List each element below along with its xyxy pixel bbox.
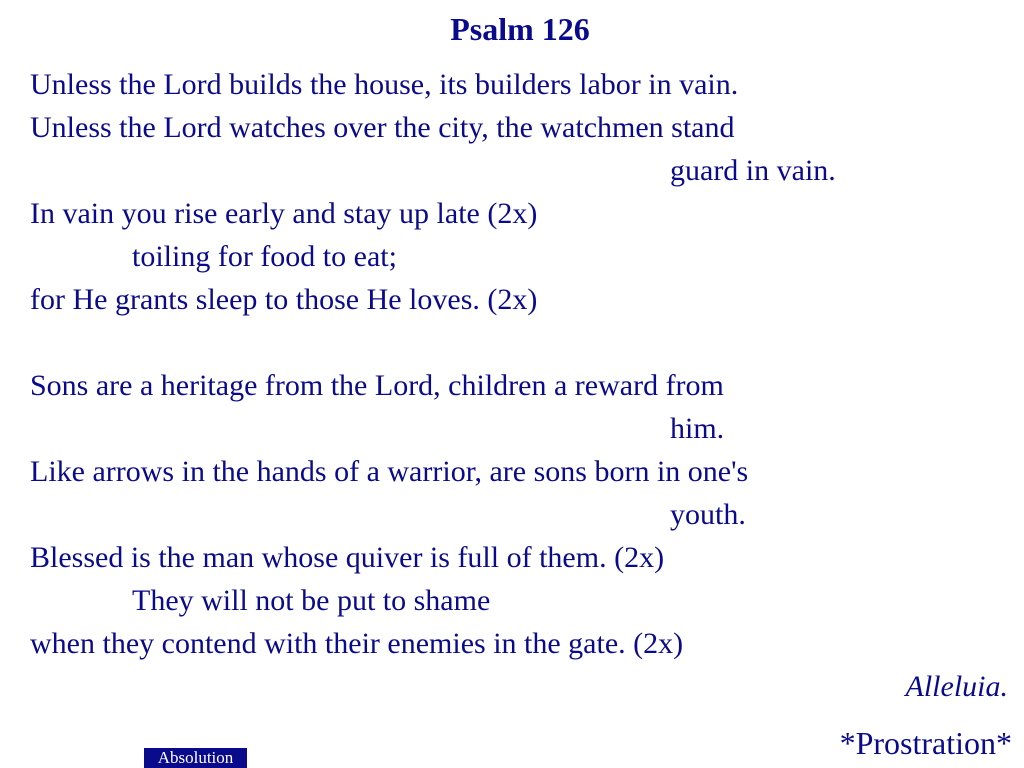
absolution-button[interactable]: Absolution	[144, 748, 247, 768]
verse-line-continuation: youth.	[670, 498, 746, 531]
verse-line: Sons are a heritage from the Lord, children a reward from	[30, 369, 724, 402]
verse-line: Like arrows in the hands of a warrior, are sons born in one's	[30, 455, 749, 488]
verse-line: when they contend with their enemies in the gate. (2x)	[30, 627, 684, 660]
verse-line-continuation: him.	[670, 412, 725, 445]
verse-line: Unless the Lord builds the house, its builders labor in vain.	[30, 68, 739, 101]
prostration-text: *Prostration*	[839, 725, 1012, 761]
verse-line: In vain you rise early and stay up late (2x)	[30, 197, 538, 230]
psalm-title: Psalm 126	[450, 11, 590, 47]
verse-line-indented: toiling for food to eat;	[132, 240, 397, 273]
alleluia-text: Alleluia.	[905, 670, 1008, 703]
verse-line: Blessed is the man whose quiver is full of them. (2x)	[30, 541, 665, 574]
verse-line: for He grants sleep to those He loves. (2x)	[30, 283, 538, 316]
verse-line-continuation: guard in vain.	[670, 154, 836, 187]
verse-line-indented: They will not be put to shame	[132, 584, 491, 617]
verse-line: Unless the Lord watches over the city, the watchmen stand	[30, 111, 735, 144]
